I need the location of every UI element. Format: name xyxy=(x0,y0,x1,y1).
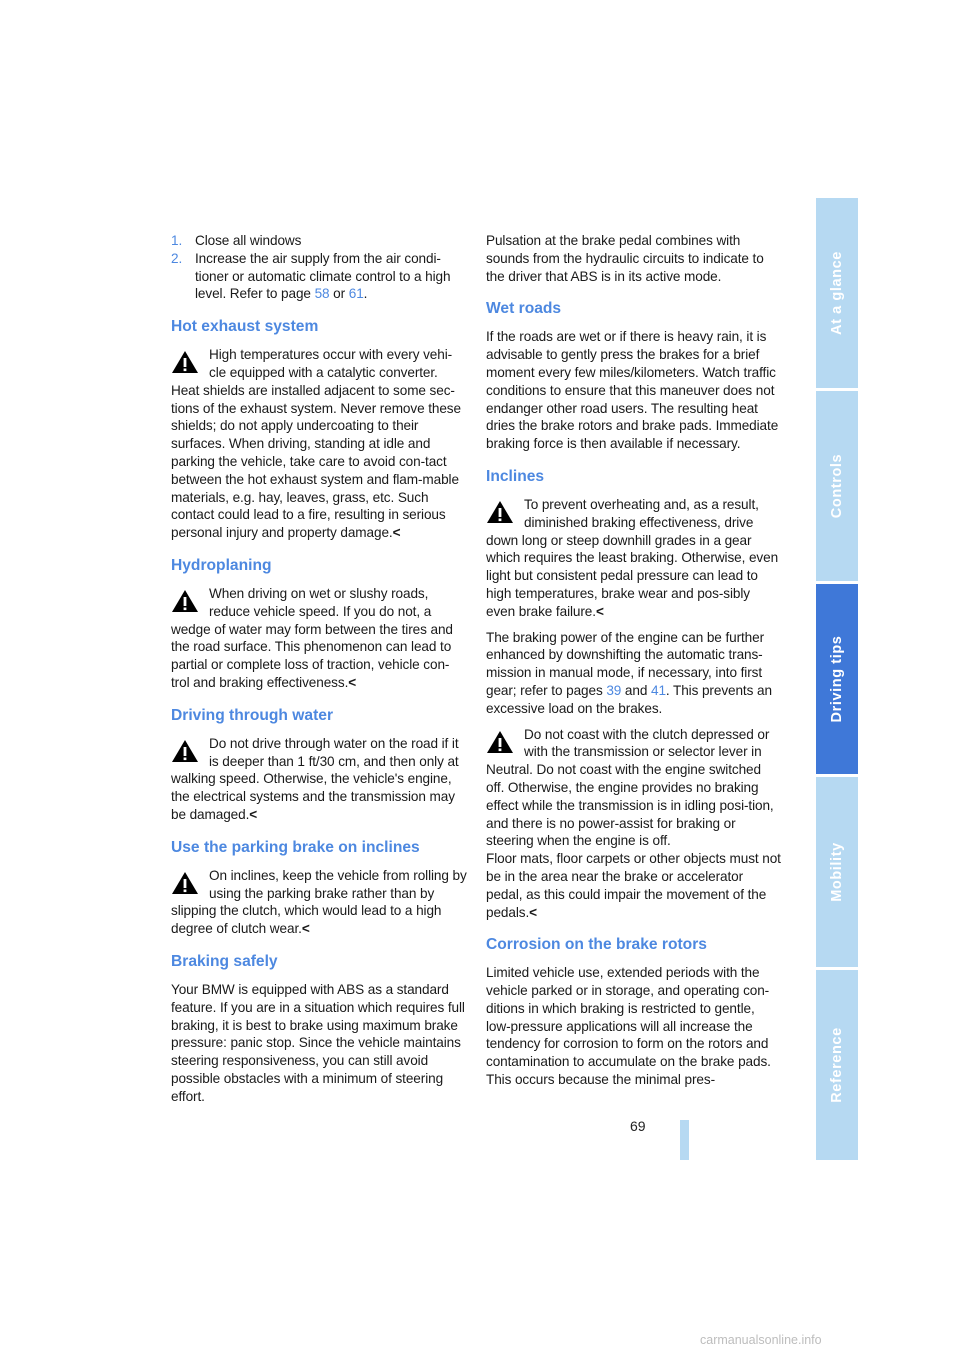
tab-label: Reference xyxy=(829,1027,845,1103)
tab-label: Driving tips xyxy=(829,635,845,723)
page-number: 69 xyxy=(630,1118,646,1134)
step-text-mid: or xyxy=(329,286,349,302)
paragraph: If the roads are wet or if there is heavy rain, it is advisable to gently press the brakes for a brief moment every few miles/kilometers. Watch traffic conditions to ensure that this maneuver does not endanger other road users. The resulting heat dries the brake rotors and brake pads. Immediate braking force is then available if necessary. xyxy=(486,329,779,452)
end-mark: < xyxy=(392,525,401,541)
steps-list xyxy=(171,232,467,303)
tab-label: Mobility xyxy=(829,842,845,902)
heading-wet-roads: Wet roads xyxy=(486,300,562,318)
page-link-39[interactable]: 39 xyxy=(606,682,622,698)
left-column xyxy=(171,232,467,1113)
heading-hydroplaning: Hydroplaning xyxy=(171,556,272,574)
tab-controls[interactable] xyxy=(816,391,858,581)
warning-triangle-icon xyxy=(486,500,514,524)
heading-hot-exhaust: Hot exhaust system xyxy=(171,318,319,336)
warning-block xyxy=(486,726,782,922)
heading-driving-through-water: Driving through water xyxy=(171,706,334,724)
tab-mobility[interactable] xyxy=(816,777,858,967)
warning-triangle-icon xyxy=(171,350,199,374)
warning-text-continued: Floor mats, floor carpets or other objects must not be in the area near the brake or accelerator pedal, as this could impair the movement of the pedals. xyxy=(486,851,781,920)
tab-at-a-glance[interactable] xyxy=(816,198,858,388)
page-number-bar xyxy=(680,1120,689,1160)
tab-reference[interactable] xyxy=(816,970,858,1160)
list-item xyxy=(171,250,467,303)
warning-block xyxy=(171,867,467,938)
paragraph-text: The braking power of the engine can be further enhanced by downshifting the automatic trans-mission in manual mode, if necessary, into first gear; refer to pages xyxy=(486,629,765,698)
paragraph-text-end: . This prevents an excessive load on the brakes. xyxy=(486,682,772,716)
warning-block xyxy=(486,496,782,621)
warning-triangle-icon xyxy=(171,589,199,613)
tab-label: Controls xyxy=(829,453,845,519)
tab-label: At a glance xyxy=(829,251,845,335)
list-item xyxy=(171,232,467,250)
page-link-58[interactable]: 58 xyxy=(314,286,330,302)
warning-triangle-icon xyxy=(171,739,199,763)
end-mark: < xyxy=(529,904,537,920)
paragraph-text-mid: and xyxy=(621,682,651,698)
heading-corrosion: Corrosion on the brake rotors xyxy=(486,936,707,954)
step-number: 1. xyxy=(171,233,183,248)
watermark: carmanualsonline.info xyxy=(700,1333,822,1347)
warning-text: Do not coast with the clutch depressed or with the transmission or selector lever in Neutral. Do not coast with the engine switched off. Otherwise, the engine provides no braking effect while the transmission is in idling posi-tion, and there is no power-assist for braking or steering when the engine is off. xyxy=(486,726,774,849)
right-column xyxy=(486,232,782,1097)
warning-block xyxy=(171,585,467,692)
heading-parking-brake: Use the parking brake on inclines xyxy=(171,838,420,856)
warning-triangle-icon xyxy=(171,871,199,895)
warning-block xyxy=(171,735,467,824)
warning-block xyxy=(171,346,467,542)
heading-inclines: Inclines xyxy=(486,467,545,485)
warning-text: High temperatures occur with every vehi-cle equipped with a catalytic converter. Heat shields are installed adjacent to some sec-tions of the exhaust system. Never remove these shields; do not apply undercoating to their surfaces. When driving, standing at idle and parking the vehicle, take care to avoid con-tact between the hot exhaust system and flam-mable materials, e.g. hay, leaves, grass, etc. Such contact could lead to a fire, resulting in serious personal injury and property damage. xyxy=(171,347,461,541)
warning-text: Do not drive through water on the road if it is deeper than 1 ft/30 cm, and then only at walking speed. Otherwise, the vehicle's engine, the electrical systems and the transmission may be damaged. xyxy=(171,735,459,822)
end-mark: < xyxy=(249,806,258,822)
step-text: Increase the air supply from the air condi-tioner or automatic climate control to a high level. Refer to page xyxy=(195,250,451,302)
end-mark: < xyxy=(348,674,357,690)
paragraph: Limited vehicle use, extended periods with the vehicle parked or in storage, and operating con-ditions in which braking is restricted to gentle, low-pressure applications will all increase the tendency for corrosion to form on the rotors and contamination to accumulate on the brake pads. This occurs because the minimal pres- xyxy=(486,965,771,1088)
step-number: 2. xyxy=(171,250,183,266)
section-tabs xyxy=(816,198,858,1160)
warning-text: On inclines, keep the vehicle from rolling by using the parking brake rather than by slipping the clutch, which would lead to a high degree of clutch wear. xyxy=(171,867,467,937)
paragraph: Your BMW is equipped with ABS as a standard feature. If you are in a situation which requires full braking, it is best to brake using maximum brake pressure: panic stop. Since the vehicle maintains steering responsiveness, you can still avoid possible obstacles with a minimum of steering effort. xyxy=(171,981,465,1104)
step-text-end: . xyxy=(363,286,368,302)
paragraph: Pulsation at the brake pedal combines with sounds from the hydraulic circuits to indicate to the driver that ABS is in its active mode. xyxy=(486,233,764,284)
tab-driving-tips[interactable] xyxy=(816,584,858,774)
end-mark: < xyxy=(301,921,310,937)
warning-triangle-icon xyxy=(486,730,514,754)
paragraph xyxy=(486,629,782,718)
step-text: Close all windows xyxy=(195,233,302,248)
page-link-61[interactable]: 61 xyxy=(348,286,364,302)
heading-braking-safely: Braking safely xyxy=(171,952,278,970)
page-link-41[interactable]: 41 xyxy=(650,682,666,698)
warning-text: When driving on wet or slushy roads, reduce vehicle speed. If you do not, a wedge of water may form between the tires and the road surface. This phenomenon can lead to partial or complete loss of traction, vehicle con-trol and braking effectiveness. xyxy=(171,585,453,690)
warning-text: To prevent overheating and, as a result, diminished braking effectiveness, drive down long or steep downhill grades in a gear which requires the least braking. Otherwise, even light but consistent pedal pressure can lead to high temperatures, brake wear and pos-sibly even brake failure. xyxy=(486,496,779,619)
end-mark: < xyxy=(595,603,604,619)
